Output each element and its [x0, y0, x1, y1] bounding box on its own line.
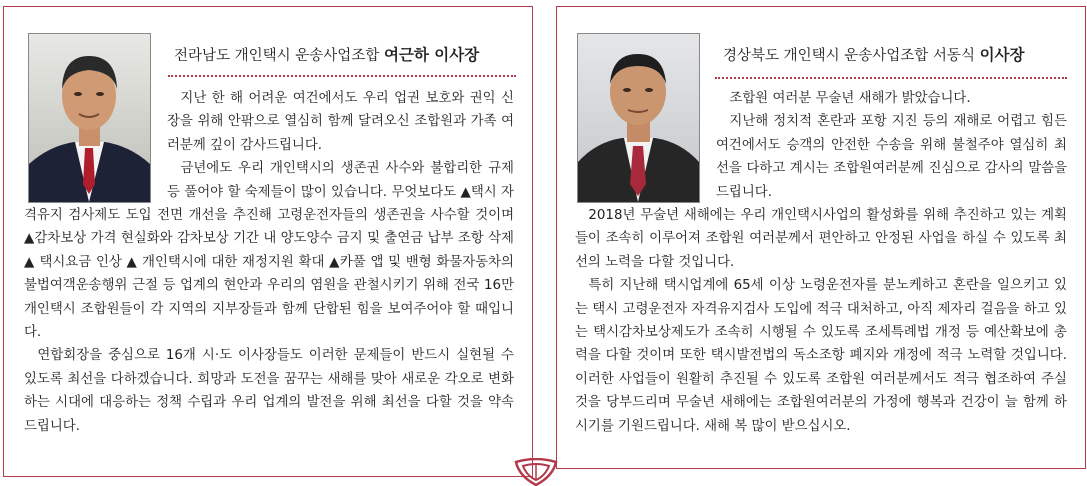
- right-photo-spacer: [575, 87, 716, 203]
- left-paragraph-3: 연합회장을 중심으로 16개 시·도 이사장들도 이러한 문제들이 반드시 실현될 수 있도록 최선을 다하겠습니다. 희망과 도전을 꿈꾸는 새해를 맞아 새로운 각오로 변화하는 시대에 대응하는 정책 수립과 우리 업계의 발전을 위해 최선을 다할 것을 약속드립니다.: [24, 348, 514, 434]
- left-article-title: [174, 43, 479, 65]
- left-article-body: [24, 87, 514, 438]
- right-article-box: [556, 6, 1086, 469]
- left-title-name: 여근하 이사장: [383, 46, 480, 64]
- flower-ornament-icon: [513, 458, 559, 486]
- left-title-divider: [168, 75, 516, 77]
- right-paragraph-4: 특히 지난해 택시업계에 65세 이상 노령운전자를 분노케하고 혼란을 일으키고 있는 택시 고령운전자 자격유지검사 도입에 적극 대처하고, 아직 제자리 걸음을 하고 있는 택시감차보상제도가 조속히 시행될 수 있도록 조세특례법 개정 등 예산확보에 총력을 다할 것이며 또한 택시발전법의 독소조항 폐지와 개정에 적극 노력할 것입니다. 이러한 사업들이 원활히 추진될 수 있도록 조합원 여러분께서도 적극 협조하여 주실 것을 당부드리며 무술년 새해에는 조합원여러분의 가정에 행복과 건강이 늘 함께 하시기를 기원드립니다. 새해 복 많이 받으십시오.: [575, 278, 1067, 434]
- left-paragraph-2: 금년에도 우리 개인택시의 생존권 사수와 불합리한 규제 등 풀어야 할 숙제들이 많이 있습니다. 무엇보다도 ▲택시 자격유지 검사제도 도입 전면 개선을 추진해 고령운전자들의 생존권을 사수할 것이며 ▲감차보상 가격 현실화와 감차보상 기간 내 양도양수 금지 및 출연금 납부 조항 삭제 ▲ 택시요금 인상 ▲ 개인택시에 대한 재정지원 확대 ▲카풀 앱 및 밴형 화물자동차의 불법여객운송행위 근절 등 업계의 현안과 우리의 염원을 관철시키기 위해 전국 16만 개인택시 조합원들이 각 지역의 지부장들과 함께 단합된 힘을 보여주어야 할 때입니다.: [24, 161, 514, 341]
- right-paragraph-3: 2018년 무술년 새해에는 우리 개인택시사업의 활성화를 위해 추진하고 있는 계획들이 조속히 이루어져 조합원 여러분께서 편안하고 안정된 사업을 하실 수 있도록 최선의 노력을 다할 것입니다.: [575, 208, 1067, 270]
- right-article-title: [723, 43, 1024, 65]
- right-title-prefix: 경상북도 개인택시 운송사업조합 서동식: [723, 48, 980, 64]
- left-paragraph-1: 지난 한 해 어려운 여건에서도 우리 업권 보호와 권익 신장을 위해 안팎으로 열심히 함께 달려오신 조합원과 가족 여러분께 깊이 감사드립니다.: [167, 91, 514, 153]
- right-article-body: [575, 87, 1067, 438]
- right-title-divider: [715, 77, 1067, 79]
- left-article-box: [3, 6, 533, 477]
- right-paragraph-1: 조합원 여러분 무술년 새해가 밝았습니다.: [729, 91, 971, 106]
- left-title-prefix: 전라남도 개인택시 운송사업조합: [174, 48, 384, 64]
- left-photo-spacer: [24, 87, 167, 203]
- right-paragraph-2: 지난해 정치적 혼란과 포항 지진 등의 재해로 어렵고 힘든 여건에서도 승객의 안전한 수송을 위해 불철주야 열심히 최선을 다하고 계시는 조합원여러분께 진심으로 감사의 말씀을 드립니다.: [716, 114, 1067, 200]
- right-title-name: 이사장: [979, 46, 1025, 64]
